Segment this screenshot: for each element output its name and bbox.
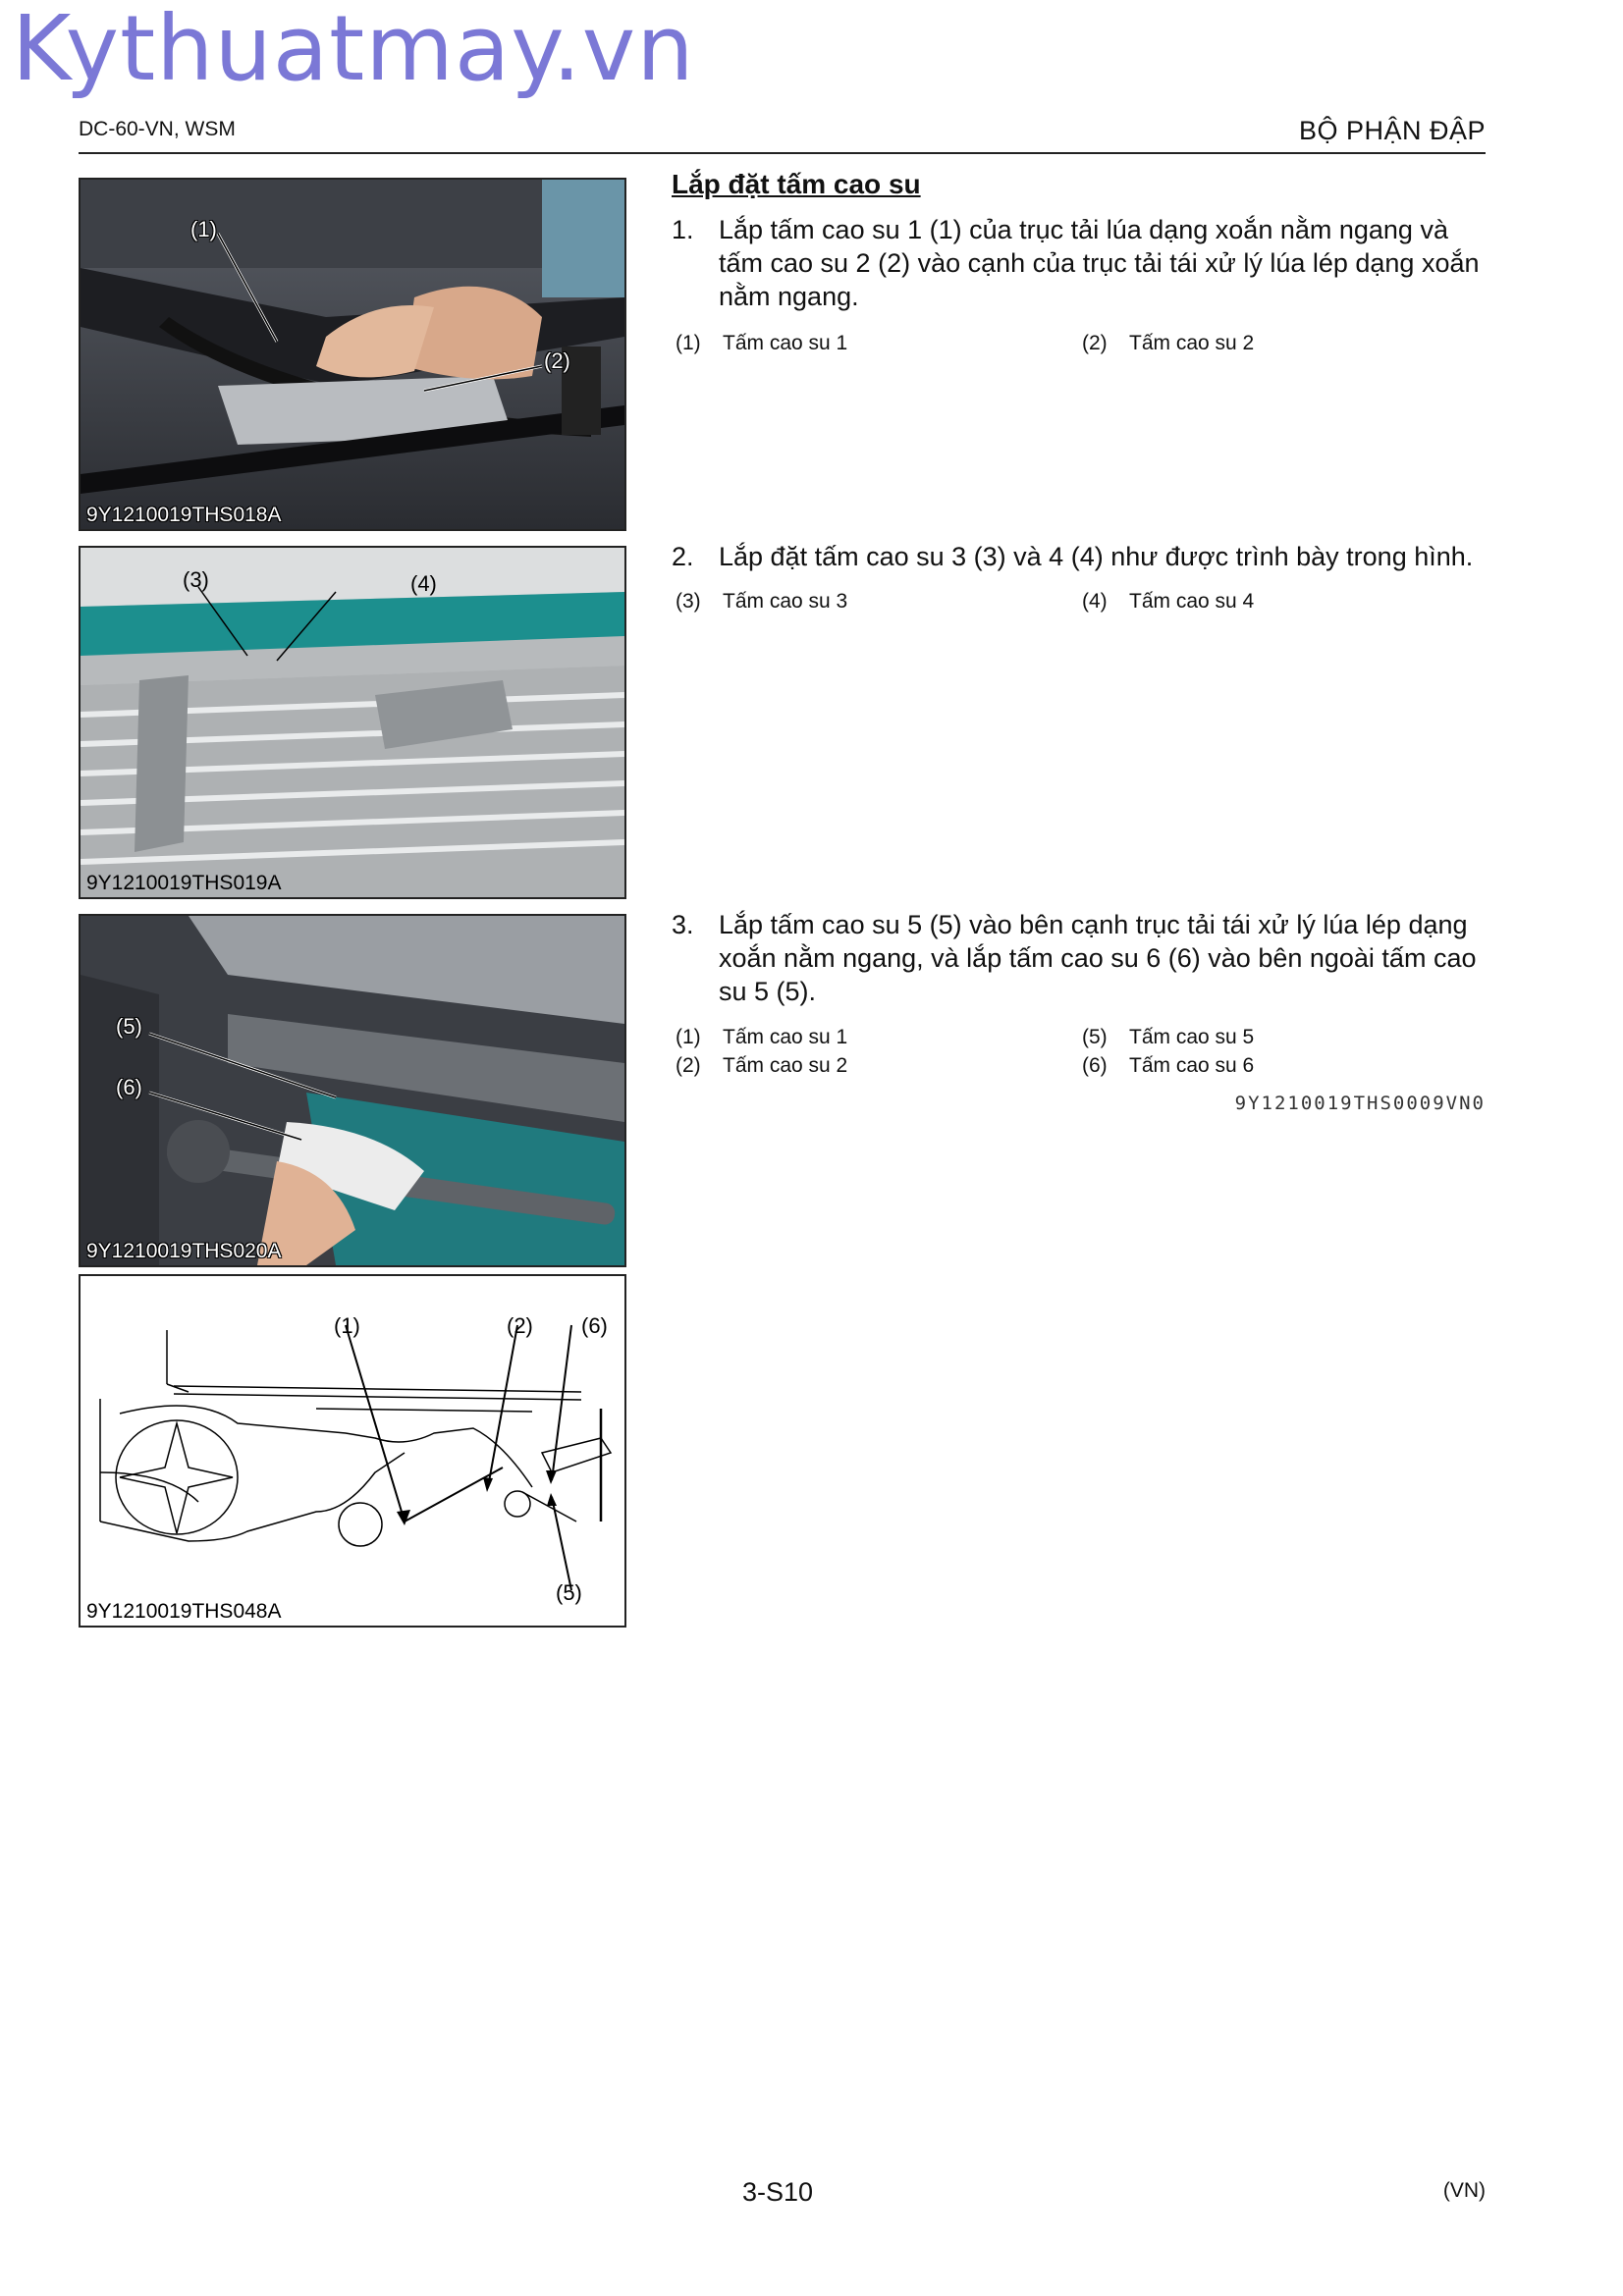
figure-4-callout-6: (6): [581, 1313, 608, 1338]
figure-1-code: 9Y1210019THS018A: [86, 504, 282, 526]
document-code: DC-60-VN, WSM: [79, 118, 236, 140]
figure-2-code: 9Y1210019THS019A: [86, 872, 282, 894]
step-2-number: 2.: [672, 542, 694, 571]
figure-3-callout-6: (6): [116, 1075, 142, 1099]
figure-4-diagram: [79, 1274, 626, 1628]
step-3-legend-1: (1) Tấm cao su 1: [676, 1026, 848, 1048]
figure-2-callout-4: (4): [410, 571, 437, 596]
step-1-legend-2: (2) Tấm cao su 2: [1082, 332, 1255, 354]
step-1: [672, 213, 1487, 313]
step-3-legend-2: (2) Tấm cao su 2: [676, 1054, 848, 1077]
header-rule: [79, 152, 1486, 154]
section-title: Lắp đặt tấm cao su: [672, 169, 921, 199]
step-1-number: 1.: [672, 215, 694, 244]
figure-4-callout-1: (1): [334, 1313, 360, 1338]
figure-4-callout-2: (2): [507, 1313, 533, 1338]
step-2-legend-1: (3) Tấm cao su 3: [676, 590, 848, 613]
step-3-legend-5: (5) Tấm cao su 5: [1082, 1026, 1255, 1048]
figure-1-callout-1: (1): [190, 217, 217, 241]
step-3-legend-6: (6) Tấm cao su 6: [1082, 1054, 1255, 1077]
figure-2-callout-3: (3): [183, 567, 209, 592]
reference-code: 9Y1210019THS0009VN0: [1234, 1093, 1486, 1114]
figure-3-callout-5: (5): [116, 1014, 142, 1039]
step-2-text: Lắp đặt tấm cao su 3 (3) và 4 (4) như được trình bày trong hình.: [719, 542, 1474, 571]
step-3: [672, 908, 1487, 1008]
figure-3-photo: [79, 914, 626, 1267]
figure-1-photo: [79, 178, 626, 531]
figure-4-callout-5: (5): [556, 1580, 582, 1605]
step-1-text: Lắp tấm cao su 1 (1) của trục tải lúa dạng xoắn nằm ngang và tấm cao su 2 (2) vào cạnh của trục tải tái xử lý lúa lép dạng xoắn nằm ngang.: [719, 215, 1480, 311]
page-number: 3-S10: [742, 2177, 814, 2207]
step-2-legend-2: (4) Tấm cao su 4: [1082, 590, 1255, 613]
figure-3-code: 9Y1210019THS020A: [86, 1240, 282, 1262]
watermark: Kythuatmay.vn: [12, 0, 695, 101]
section-name: BỘ PHẬN ĐẬP: [1298, 116, 1486, 145]
figure-2-photo: [79, 546, 626, 899]
language-tag: (VN): [1442, 2179, 1486, 2202]
step-1-legend-1: (1) Tấm cao su 1: [676, 332, 848, 354]
figure-1-callout-2: (2): [544, 348, 570, 373]
step-2: [672, 540, 1487, 573]
figure-4-code: 9Y1210019THS048A: [86, 1600, 282, 1623]
step-3-text: Lắp tấm cao su 5 (5) vào bên cạnh trục tải tái xử lý lúa lép dạng xoắn nằm ngang, và lắp tấm cao su 6 (6) vào bên ngoài tấm cao su 5 (5).: [719, 910, 1477, 1006]
step-3-number: 3.: [672, 910, 694, 939]
